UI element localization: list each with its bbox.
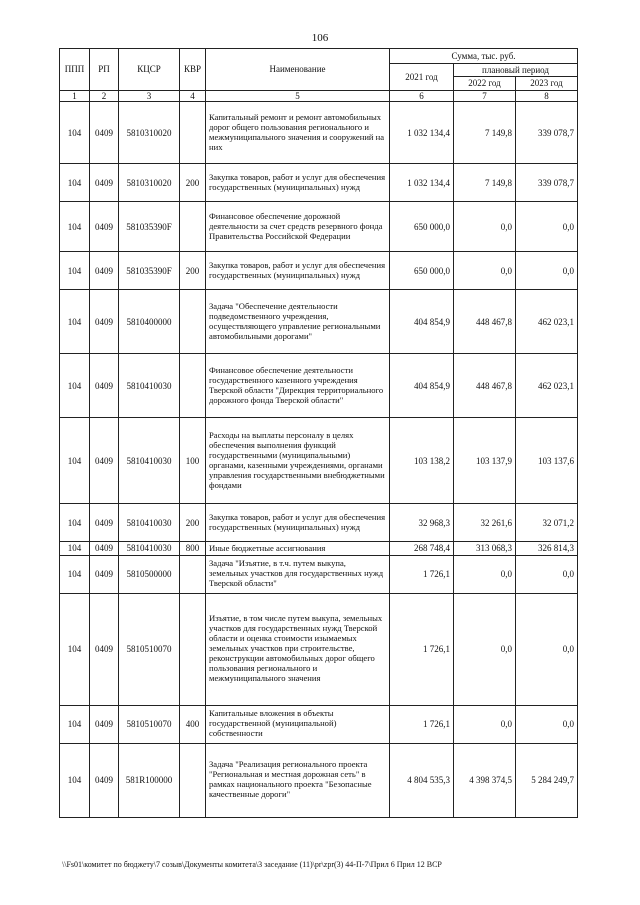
- cell-kcsr: 5810310020: [119, 164, 180, 202]
- cell-name: Капитальный ремонт и ремонт автомобильных дорог общего пользования регионального и межмуниципального значения и сооружений на них: [206, 102, 390, 164]
- cell-ppp: 104: [60, 418, 90, 504]
- cell-ppp: 104: [60, 354, 90, 418]
- header-2021: 2021 год: [390, 64, 454, 91]
- cell-rp: 0409: [90, 202, 119, 252]
- cell-kvr: [180, 290, 206, 354]
- cell-2022: 0,0: [454, 593, 516, 705]
- table-row: [60, 252, 578, 290]
- cell-name: Закупка товаров, работ и услуг для обеспечения государственных (муниципальных) нужд: [206, 252, 390, 290]
- cell-name: Закупка товаров, работ и услуг для обеспечения государственных (муниципальных) нужд: [206, 504, 390, 542]
- cell-2023: 5 284 249,7: [516, 743, 578, 817]
- cell-2023: 0,0: [516, 593, 578, 705]
- table-row: [60, 705, 578, 743]
- cell-2021: 32 968,3: [390, 504, 454, 542]
- cell-kvr: 200: [180, 504, 206, 542]
- table-row: [60, 743, 578, 817]
- cell-name: Закупка товаров, работ и услуг для обеспечения государственных (муниципальных) нужд: [206, 164, 390, 202]
- column-number: 2: [90, 90, 119, 101]
- cell-2022: 313 068,3: [454, 542, 516, 555]
- cell-2023: 0,0: [516, 705, 578, 743]
- header-planned-period: плановый период: [454, 64, 578, 77]
- cell-ppp: 104: [60, 102, 90, 164]
- cell-2021: 1 726,1: [390, 705, 454, 743]
- cell-kvr: [180, 202, 206, 252]
- header-rp: РП: [90, 49, 119, 91]
- cell-ppp: 104: [60, 705, 90, 743]
- cell-ppp: 104: [60, 542, 90, 555]
- cell-2022: 0,0: [454, 705, 516, 743]
- cell-2021: 268 748,4: [390, 542, 454, 555]
- cell-2023: 339 078,7: [516, 164, 578, 202]
- header-ppp: ППП: [60, 49, 90, 91]
- table-row: [60, 542, 578, 555]
- cell-2022: 448 467,8: [454, 354, 516, 418]
- cell-ppp: 104: [60, 593, 90, 705]
- cell-2021: 1 032 134,4: [390, 102, 454, 164]
- cell-kvr: 800: [180, 542, 206, 555]
- column-number: 5: [206, 90, 390, 101]
- column-number: 8: [516, 90, 578, 101]
- cell-rp: 0409: [90, 504, 119, 542]
- column-number: 1: [60, 90, 90, 101]
- table-row: [60, 504, 578, 542]
- cell-rp: 0409: [90, 290, 119, 354]
- cell-2021: 1 726,1: [390, 555, 454, 593]
- cell-2023: 0,0: [516, 555, 578, 593]
- cell-2023: 0,0: [516, 202, 578, 252]
- cell-ppp: 104: [60, 555, 90, 593]
- cell-kcsr: 5810510070: [119, 705, 180, 743]
- table-row: [60, 290, 578, 354]
- cell-rp: 0409: [90, 164, 119, 202]
- cell-ppp: 104: [60, 202, 90, 252]
- cell-kcsr: 581R100000: [119, 743, 180, 817]
- header-kvr: КВР: [180, 49, 206, 91]
- cell-kcsr: 5810410030: [119, 354, 180, 418]
- cell-kcsr: 5810410030: [119, 542, 180, 555]
- page-number: 106: [311, 32, 329, 44]
- cell-name: Задача "Реализация регионального проекта "Региональная и местная дорожная сеть" в рамках национального проекта "Безопасные качественные дороги": [206, 743, 390, 817]
- cell-2023: 462 023,1: [516, 354, 578, 418]
- cell-2023: 0,0: [516, 252, 578, 290]
- cell-2023: 32 071,2: [516, 504, 578, 542]
- table-row: [60, 102, 578, 164]
- cell-kcsr: 5810500000: [119, 555, 180, 593]
- header-sum: Сумма, тыс. руб.: [390, 49, 578, 64]
- cell-name: Финансовое обеспечение дорожной деятельности за счет средств резервного фонда Правительства Российской Федерации: [206, 202, 390, 252]
- cell-2021: 1 726,1: [390, 593, 454, 705]
- footer-file-path: \\Fs01\комитет по бюджету\7 созыв\Документы комитета\3 заседание (11)\pr\zpr(3) 44-П-7\Прил 6 Прил 12 ВСР: [62, 860, 442, 869]
- table-row: [60, 418, 578, 504]
- cell-2023: 339 078,7: [516, 102, 578, 164]
- header-name: Наименование: [206, 49, 390, 91]
- table-row: [60, 202, 578, 252]
- cell-name: Капитальные вложения в объекты государственной (муниципальной) собственности: [206, 705, 390, 743]
- cell-name: Финансовое обеспечение деятельности государственного казенного учреждения Тверской области "Дирекция территориального дорожного фонда Тверской области": [206, 354, 390, 418]
- cell-2021: 650 000,0: [390, 202, 454, 252]
- cell-kcsr: 5810510070: [119, 593, 180, 705]
- cell-name: Задача "Обеспечение деятельности подведомственного учреждения, осуществляющего управление региональными автомобильными дорогами": [206, 290, 390, 354]
- cell-rp: 0409: [90, 252, 119, 290]
- cell-ppp: 104: [60, 290, 90, 354]
- cell-kvr: [180, 102, 206, 164]
- cell-kcsr: 5810410030: [119, 504, 180, 542]
- cell-name: Расходы на выплаты персоналу в целях обеспечения выполнения функций государственными (муниципальными) органами, казенными учреждениями, органами управления государственными внебюджетными фондами: [206, 418, 390, 504]
- table-row: [60, 164, 578, 202]
- cell-2021: 404 854,9: [390, 290, 454, 354]
- cell-2022: 7 149,8: [454, 102, 516, 164]
- cell-kvr: [180, 354, 206, 418]
- cell-2022: 0,0: [454, 252, 516, 290]
- cell-2022: 448 467,8: [454, 290, 516, 354]
- cell-name: Иные бюджетные ассигнования: [206, 542, 390, 555]
- cell-kvr: [180, 743, 206, 817]
- cell-2023: 462 023,1: [516, 290, 578, 354]
- cell-kvr: 400: [180, 705, 206, 743]
- budget-table: [59, 48, 578, 818]
- cell-ppp: 104: [60, 504, 90, 542]
- cell-2022: 32 261,6: [454, 504, 516, 542]
- cell-kvr: [180, 593, 206, 705]
- cell-kvr: [180, 555, 206, 593]
- cell-ppp: 104: [60, 164, 90, 202]
- cell-2021: 650 000,0: [390, 252, 454, 290]
- cell-rp: 0409: [90, 102, 119, 164]
- header-kcsr: КЦСР: [119, 49, 180, 91]
- cell-kvr: 200: [180, 252, 206, 290]
- cell-2023: 326 814,3: [516, 542, 578, 555]
- cell-2022: 103 137,9: [454, 418, 516, 504]
- cell-ppp: 104: [60, 743, 90, 817]
- header-2023: 2023 год: [516, 77, 578, 90]
- cell-2021: 404 854,9: [390, 354, 454, 418]
- cell-2022: 4 398 374,5: [454, 743, 516, 817]
- column-number: 4: [180, 90, 206, 101]
- cell-2021: 1 032 134,4: [390, 164, 454, 202]
- cell-kcsr: 581035390F: [119, 252, 180, 290]
- cell-2022: 0,0: [454, 555, 516, 593]
- cell-rp: 0409: [90, 542, 119, 555]
- cell-kcsr: 5810410030: [119, 418, 180, 504]
- cell-rp: 0409: [90, 593, 119, 705]
- cell-kcsr: 581035390F: [119, 202, 180, 252]
- cell-2021: 103 138,2: [390, 418, 454, 504]
- cell-ppp: 104: [60, 252, 90, 290]
- cell-2023: 103 137,6: [516, 418, 578, 504]
- cell-rp: 0409: [90, 418, 119, 504]
- cell-kcsr: 5810400000: [119, 290, 180, 354]
- header-2022: 2022 год: [454, 77, 516, 90]
- cell-2021: 4 804 535,3: [390, 743, 454, 817]
- cell-rp: 0409: [90, 354, 119, 418]
- cell-name: Изъятие, в том числе путем выкупа, земельных участков для государственных нужд Тверской области и оценка стоимости изымаемых земельных участков при строительстве, реконструкции автомобильных дорог общего пользования регионального и межмуниципального значения: [206, 593, 390, 705]
- table-row: [60, 593, 578, 705]
- column-number: 7: [454, 90, 516, 101]
- cell-kcsr: 5810310020: [119, 102, 180, 164]
- column-number: 6: [390, 90, 454, 101]
- cell-2022: 7 149,8: [454, 164, 516, 202]
- cell-kvr: 200: [180, 164, 206, 202]
- cell-2022: 0,0: [454, 202, 516, 252]
- cell-rp: 0409: [90, 743, 119, 817]
- column-number: 3: [119, 90, 180, 101]
- cell-name: Задача "Изъятие, в т.ч. путем выкупа, земельных участков для государственных нужд Тверской области": [206, 555, 390, 593]
- table-row: [60, 354, 578, 418]
- table-row: [60, 555, 578, 593]
- cell-kvr: 100: [180, 418, 206, 504]
- cell-rp: 0409: [90, 705, 119, 743]
- cell-rp: 0409: [90, 555, 119, 593]
